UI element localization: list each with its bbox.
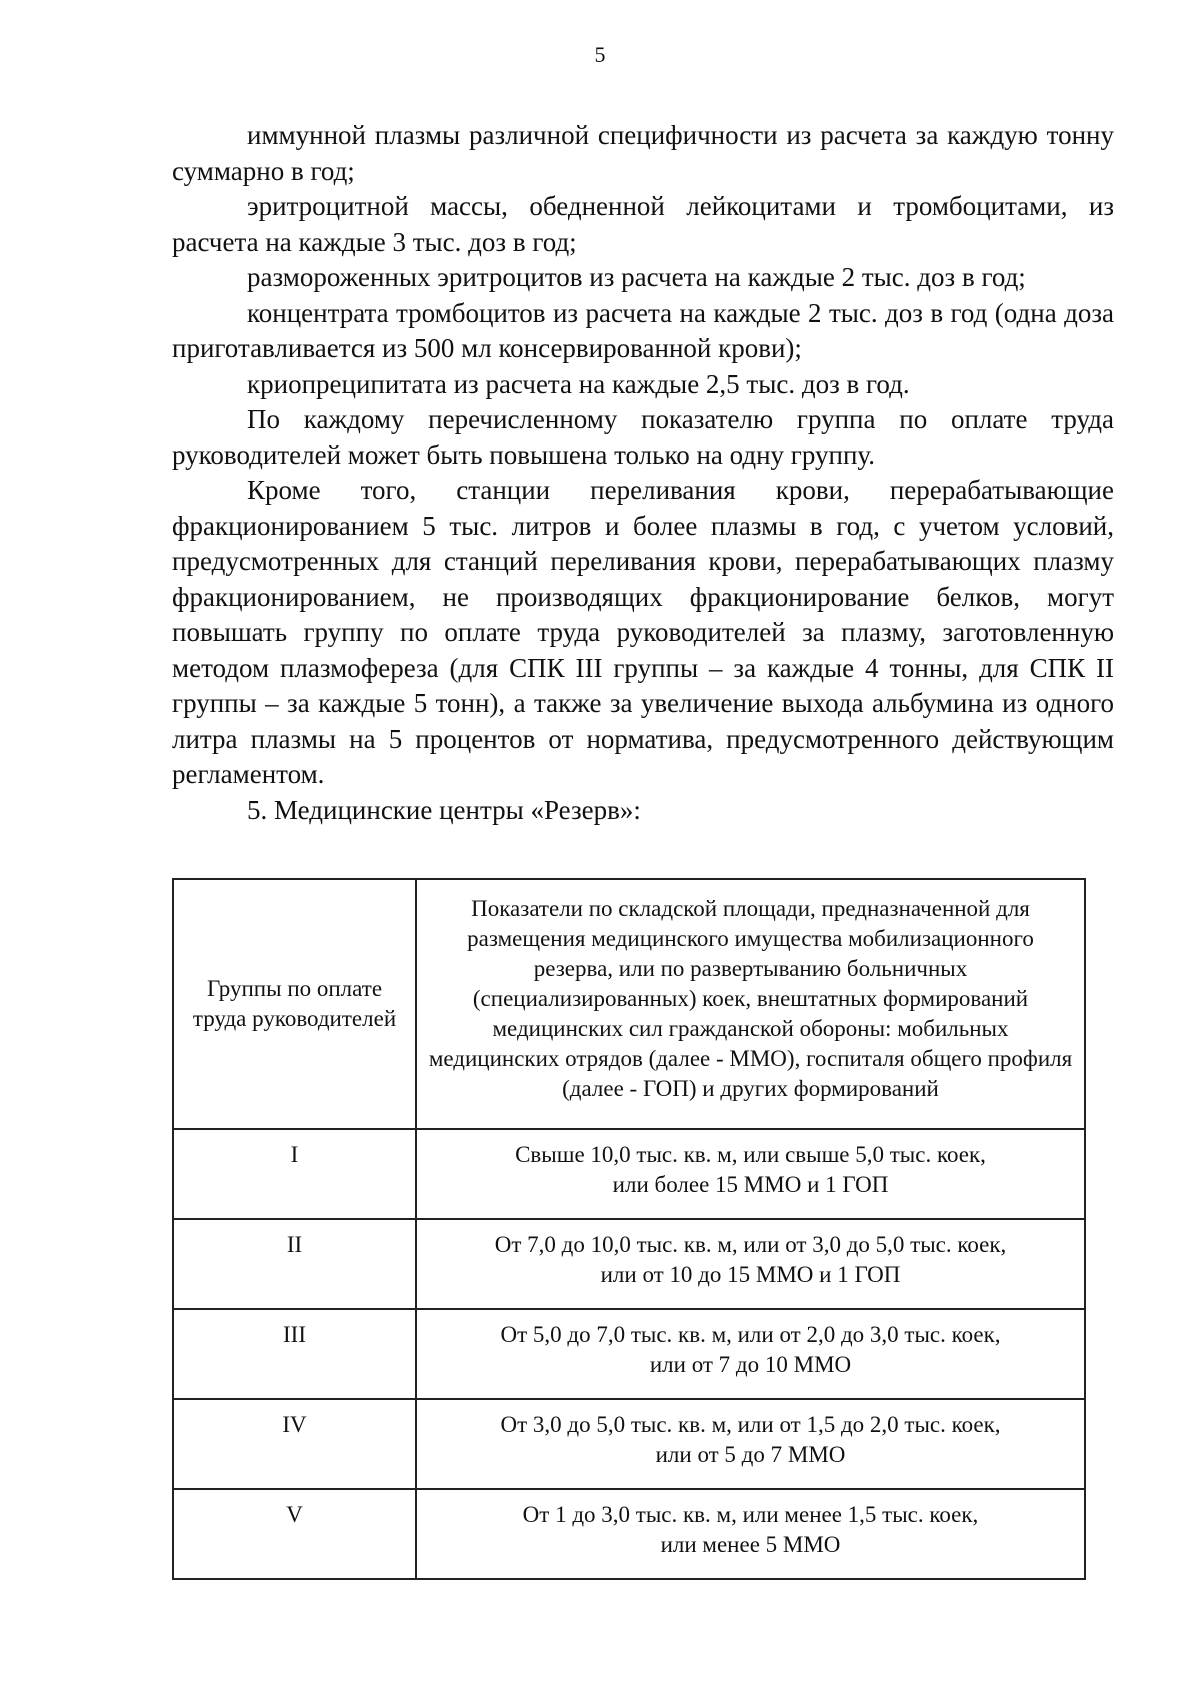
paragraph-thawed-erythrocytes: размороженных эритроцитов из расчета на каждые 2 тыс. доз в год; bbox=[247, 262, 1026, 292]
indicator-cell bbox=[416, 1489, 1085, 1579]
indicator-line: или от 10 до 15 ММО и 1 ГОП bbox=[600, 1262, 901, 1287]
indicator-cell bbox=[416, 1219, 1085, 1309]
header-indicators-cell: Показатели по складской площади, предназначенной для размещения медицинского имущества мобилизационного резерва, или по развертыванию больничных (специализированных) коек, внештатных формирований медицинских сил гражданской обороны: мобильных медицинских отрядов (далее - ММО), госпиталя общего профиля (далее - ГОП) и других формирований bbox=[416, 879, 1085, 1129]
indicator-line: От 5,0 до 7,0 тыс. кв. м, или от 2,0 до 3,0 тыс. коек, bbox=[500, 1322, 1001, 1347]
paragraph-immune-plasma: иммунной плазмы различной специфичности из расчета за каждую тонну суммарно в год; bbox=[172, 120, 1114, 186]
indicator-line: От 3,0 до 5,0 тыс. кв. м, или от 1,5 до 2,0 тыс. коек, bbox=[500, 1412, 1001, 1437]
paragraph-platelet-concentrate: концентрата тромбоцитов из расчета на каждые 2 тыс. доз в год (одна доза приготавливается из 500 мл консервированной крови); bbox=[172, 297, 1114, 363]
table-row bbox=[173, 1309, 1085, 1399]
table-row bbox=[173, 1399, 1085, 1489]
document-body bbox=[172, 118, 1114, 828]
indicator-line: или менее 5 ММО bbox=[660, 1532, 841, 1557]
paragraph-fractionation: Кроме того, станции переливания крови, перерабатывающие фракционированием 5 тыс. литров и более плазмы в год, с учетом условий, предусмотренных для станций переливания крови, перерабатывающих плазму фракционированием, не производящих фракционирование белков, могут повышать группу по оплате труда руководителей за плазму, заготовленную методом плазмофереза (для СПК III группы – за каждые 4 тонны, для СПК II группы – за каждые 5 тонн), а также за увеличение выхода альбумина из одного литра плазмы на 5 процентов от норматива, предусмотренного действующим регламентом. bbox=[172, 475, 1114, 789]
paragraph-group-increase: По каждому перечисленному показателю группа по оплате труда руководителей может быть повышена только на одну группу. bbox=[172, 404, 1114, 470]
indicator-line: или от 7 до 10 ММО bbox=[649, 1352, 852, 1377]
paragraph-erythrocyte-mass: эритроцитной массы, обедненной лейкоцитами и тромбоцитами, из расчета на каждые 3 тыс. доз в год; bbox=[172, 191, 1114, 257]
table-header-row bbox=[173, 879, 1085, 1129]
table-row bbox=[173, 1219, 1085, 1309]
table-row bbox=[173, 1489, 1085, 1579]
indicator-line: или от 5 до 7 ММО bbox=[655, 1442, 846, 1467]
group-cell: III bbox=[173, 1309, 416, 1399]
group-cell: II bbox=[173, 1219, 416, 1309]
indicator-cell bbox=[416, 1399, 1085, 1489]
group-cell: V bbox=[173, 1489, 416, 1579]
indicator-cell bbox=[416, 1129, 1085, 1219]
indicator-line: От 1 до 3,0 тыс. кв. м, или менее 1,5 тыс. коек, bbox=[522, 1502, 979, 1527]
paragraph-cryoprecipitate: криопреципитата из расчета на каждые 2,5 тыс. доз в год. bbox=[247, 368, 910, 399]
indicator-cell bbox=[416, 1309, 1085, 1399]
indicator-line: Свыше 10,0 тыс. кв. м, или свыше 5,0 тыс. коек, bbox=[515, 1142, 986, 1167]
indicator-line: От 7,0 до 10,0 тыс. кв. м, или от 3,0 до 5,0 тыс. коек, bbox=[494, 1232, 1007, 1257]
section-heading: 5. Медицинские центры «Резерв»: bbox=[247, 794, 641, 825]
page-number: 5 bbox=[594, 42, 606, 67]
table-row bbox=[173, 1129, 1085, 1219]
indicator-line: или более 15 ММО и 1 ГОП bbox=[612, 1172, 889, 1197]
group-cell: IV bbox=[173, 1399, 416, 1489]
group-cell: I bbox=[173, 1129, 416, 1219]
reserve-centers-table bbox=[172, 878, 1086, 1580]
header-group-cell: Группы по оплате труда руководителей bbox=[173, 879, 416, 1129]
